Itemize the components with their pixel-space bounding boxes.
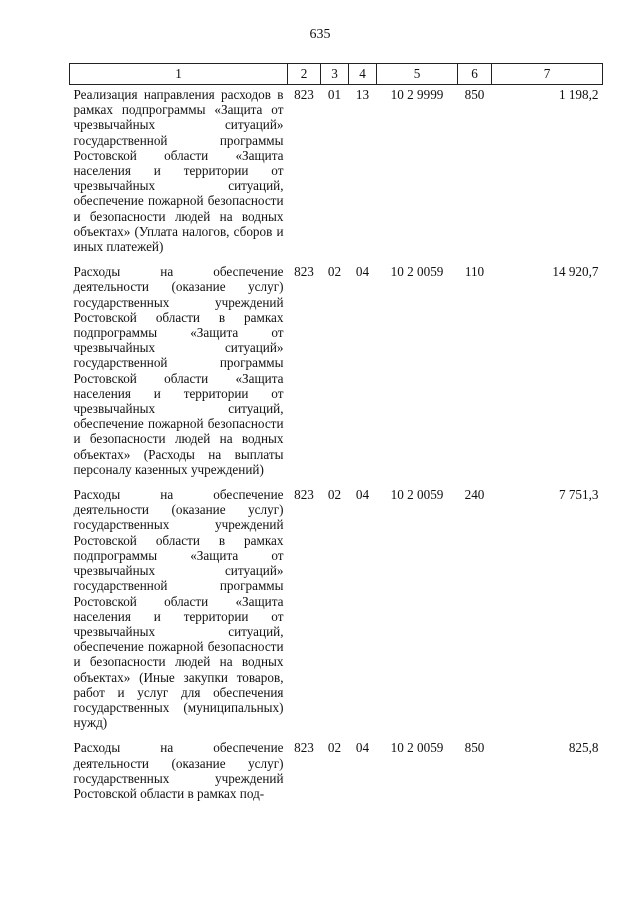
- row-description: Расходы на обеспечение деятельности (оказание услуг) государственных учреждений Ростовской области в рамках подпрограммы «Защита от чрезвычайных ситуаций» государственной программы Ростовской области «Защита населения и территории от чрезвычайных ситуаций, обеспечение пожарной безопасности и безопасности людей на водных объектах» (Иные закупки товаров, работ и услуг для обеспечения государственных (муниципальных) нужд): [73, 487, 284, 731]
- row-expense-type: 240: [464, 487, 485, 503]
- row-amount: 7 751,3: [558, 487, 599, 503]
- table-row: [70, 260, 603, 483]
- header-col-4: 4: [349, 64, 377, 85]
- row-target-article: 10 2 9999: [390, 87, 444, 102]
- header-col-7: 7: [492, 64, 603, 85]
- row-section-code: 02: [327, 264, 342, 280]
- header-col-1: 1: [70, 64, 288, 85]
- row-section-code: 02: [327, 740, 342, 756]
- table-row: [70, 736, 603, 807]
- table-header-row: [70, 64, 603, 85]
- row-amount: 1 198,2: [558, 87, 599, 102]
- page-number: 635: [309, 27, 331, 42]
- header-col-2: 2: [288, 64, 321, 85]
- row-ministry-code: 823: [294, 487, 314, 503]
- row-subsection-code: 04: [355, 740, 370, 756]
- row-target-article: 10 2 0059: [390, 740, 444, 756]
- row-ministry-code: 823: [294, 264, 314, 280]
- row-ministry-code: 823: [294, 87, 314, 102]
- header-col-3: 3: [321, 64, 349, 85]
- row-subsection-code: 04: [355, 264, 370, 280]
- header-col-6: 6: [458, 64, 492, 85]
- row-amount: 825,8: [568, 740, 599, 756]
- row-description: Расходы на обеспечение деятельности (оказание услуг) государственных учреждений Ростовской области в рамках подпрограммы «Защита от чрезвычайных ситуаций» государственной программы Ростовской области «Защита населения и территории от чрезвычайных ситуаций, обеспечение пожарной безопасности и безопасности людей на водных объектах» (Расходы на выплаты персоналу казенных учреждений): [73, 264, 284, 477]
- row-amount: 14 920,7: [552, 264, 599, 280]
- table-row: [70, 85, 603, 261]
- row-section-code: 02: [327, 487, 342, 503]
- row-ministry-code: 823: [294, 740, 314, 756]
- budget-table: [69, 63, 603, 807]
- row-expense-type: 110: [464, 264, 485, 280]
- row-target-article: 10 2 0059: [390, 487, 444, 503]
- row-subsection-code: 13: [355, 87, 370, 102]
- row-section-code: 01: [327, 87, 342, 102]
- row-description: Реализация направления расходов в рамках подпрограммы «Защита от чрезвычайных ситуаций» государственной программы Ростовской области «Защита населения и территории от чрезвычайных ситуаций, обеспечение пожарной безопасности и безопасности людей на водных объектах» (Уплата налогов, сборов и иных платежей): [73, 87, 284, 255]
- row-description: Расходы на обеспечение деятельности (оказание услуг) государственных учреждений Ростовской области в рамках под-: [73, 740, 284, 801]
- row-expense-type: 850: [464, 87, 485, 102]
- row-target-article: 10 2 0059: [390, 264, 444, 280]
- header-col-5: 5: [377, 64, 458, 85]
- row-expense-type: 850: [464, 740, 485, 756]
- row-subsection-code: 04: [355, 487, 370, 503]
- table-row: [70, 483, 603, 736]
